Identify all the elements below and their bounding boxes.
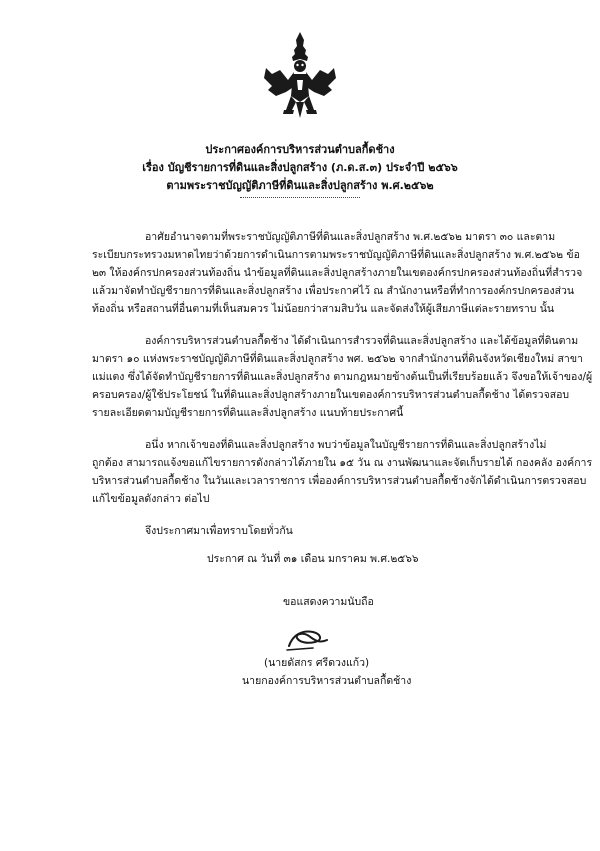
text-line: บริหารส่วนตำบลกื้ดช้าง ในวันและเวลาราชการ เพื่อองค์การบริหารส่วนตำบลกื้ดช้างจักได้ดำเนินการตรวจสอบ [92,475,587,487]
text-line: ๒๓ ให้องค์กรปกครองส่วนท้องถิ่น นำข้อมูลที่ดินและสิ่งปลูกสร้างภายในเขตองค์กรปกครองส่วนท้องถิ่นที่สำรวจ [92,267,583,279]
text-line: ท้องถิ่น หรือสถานที่อื่นตามที่เห็นสมควร ไม่น้อยกว่าสามสิบวัน และจัดส่งให้ผู้เสียภาษีแต่ละรายทราบ นั้น [92,303,555,315]
text-line: แล้วมาจัดทำบัญชีรายการที่ดินและสิ่งปลูกสร้าง เพื่อประกาศไว้ ณ สำนักงานหรือที่ทำการองค์กรปกครองส่วน [92,285,575,297]
text-line: ถูกต้อง สามารถแจ้งขอแก้ไขรายการดังกล่าวได้ภายใน ๑๕ วัน ณ งานพัฒนาและจัดเก็บรายได้ กองคลัง องค์การ [92,457,593,469]
text-line: แม่แตง ซึ่งได้จัดทำบัญชีรายการที่ดินและสิ่งปลูกสร้าง ตามกฎหมายข้างต้นเป็นที่เรียบร้อยแล้ว จึงขอให้เจ้าของ/ผู้ [92,371,593,383]
signatory-position: นายกองค์การบริหารส่วนตำบลกื้ดช้าง [242,675,412,687]
announcement-act: ตามพระราชบัญญัติภาษีที่ดินและสิ่งปลูกสร้าง พ.ศ.๒๕๖๒ [166,179,434,192]
announcement-date: ประกาศ ณ วันที่ ๓๑ เดือน มกราคม พ.ศ.๒๕๖๖ [207,553,419,565]
text-line: ระเบียบกระทรวงมหาดไทยว่าด้วยการดำเนินการตามพระราชบัญญัติภาษีที่ดินและสิ่งปลูกสร้าง พ.ศ.๒๕๖๒ ข้อ [92,249,580,261]
text-line: ครอบครอง/ผู้ใช้ประโยชน์ ในที่ดินและสิ่งปลูกสร้างภายในเขตองค์การบริหารส่วนตำบลกื้ดช้าง ได้ตรวจสอบ [92,389,570,401]
respect-closing: ขอแสดงความนับถือ [283,596,374,608]
announcement-subject: เรื่อง บัญชีรายการที่ดินและสิ่งปลูกสร้าง (ภ.ด.ส.๓) ประจำปี ๒๕๖๖ [142,161,458,174]
text-line: มาตรา ๑๐ แห่งพระราชบัญญัติภาษีที่ดินและสิ่งปลูกสร้าง พศ. ๒๕๖๒ จากสำนักงานที่ดินจังหวัดเชียงใหม่ สาขา [92,353,583,365]
garuda-emblem-icon [262,30,338,122]
text-line: อาศัยอำนาจตามที่พระราชบัญญัติภาษีที่ดินและสิ่งปลูกสร้าง พ.ศ.๒๕๖๒ มาตรา ๓๐ และตาม [145,231,556,243]
closing-statement: จึงประกาศมาเพื่อทราบโดยทั่วกัน [145,525,293,537]
text-line: รายละเอียดตามบัญชีรายการที่ดินและสิ่งปลูกสร้าง แนบท้ายประกาศนี้ [92,407,404,419]
title-divider [240,197,360,198]
text-line: แก้ไขข้อมูลดังกล่าว ต่อไป [92,493,210,505]
handwritten-signature-icon [283,620,331,654]
signatory-name: (นายดัสกร ศรีดวงแก้ว) [264,657,370,669]
announcement-title: ประกาศองค์การบริหารส่วนตำบลกื้ดช้าง [205,143,395,156]
text-line: อนึ่ง หากเจ้าของที่ดินและสิ่งปลูกสร้าง พบว่าข้อมูลในบัญชีรายการที่ดินและสิ่งปลูกสร้างไม่ [145,439,547,451]
text-line: องค์การบริหารส่วนตำบลกื้ดช้าง ได้ดำเนินการสำรวจที่ดินและสิ่งปลูกสร้าง และได้ข้อมูลที่ดินตาม [145,335,579,347]
